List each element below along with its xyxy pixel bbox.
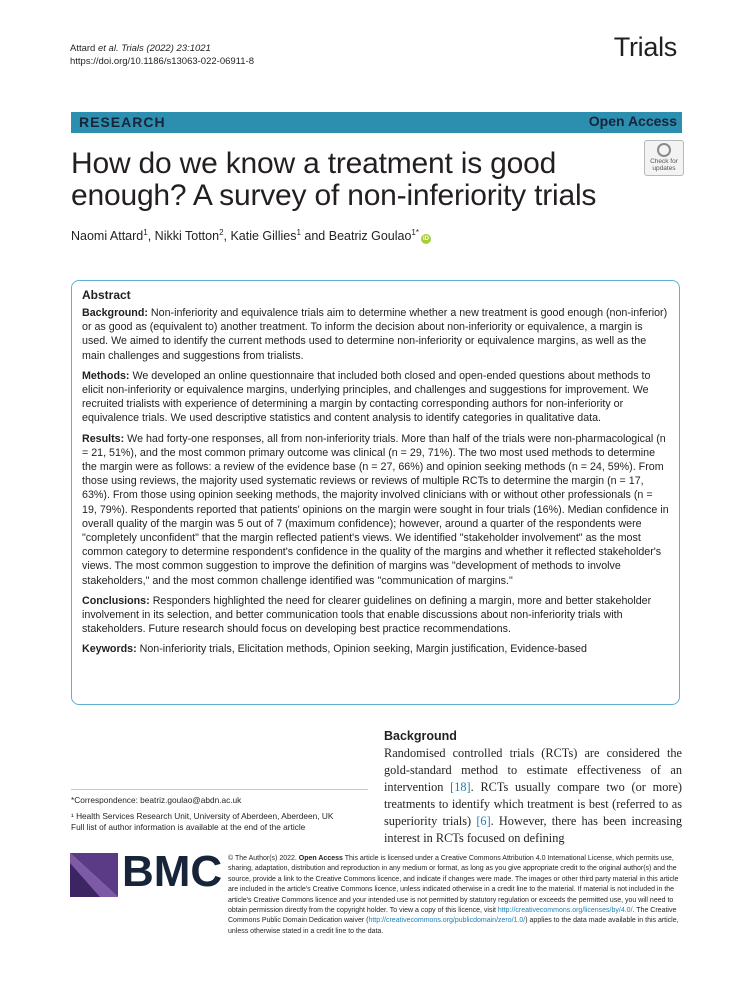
license-body: ) applies to the data made available in this article, unless otherwise stated in a credit line to the data. — [228, 917, 679, 935]
reference-link[interactable]: [6] — [476, 814, 491, 828]
citation-etal: et al. Trials — [98, 43, 144, 54]
paragraph-text: Randomised controlled trials (RCTs) are considered the gold-standard method to estimate effectiveness of an intervention — [384, 746, 682, 794]
affiliation-line: ¹ Health Services Research Unit, University of Aberdeen, Aberdeen, UK — [71, 811, 334, 821]
author-affiliation: 1* — [411, 228, 419, 237]
background-text: Non-inferiority and equivalence trials aim to determine whether a new treatment is good enough (non-inferior) or as good as (equivalent to) another treatment. To inform the decision about non-inferiority or equivalence, a margin is used. We aimed to identify the current methods used to determine non-inferiority or equivalence margins, as well as the main challenges and suggestions from trialists. — [82, 307, 668, 362]
paragraph-text: . RCTs usually compare two (or more) treatments to identify which treatment is best (referred to as superiority trials) — [384, 780, 682, 828]
license-body: This article is licensed under a Creative Commons Attribution 4.0 International License, which permits use, sharing, adaptation, distribution and reproduction in any medium or format, as long as you give appropriate credit to the original author(s) and the source, provide a link to the Creative Commons licence, and indicate if changes were made. The images or other third party material in this article are included in the article's Creative Commons licence, unless indicated otherwise in a credit line to the material. If material is not included in the article's Creative Commons licence and your intended use is not permitted by statutory regulation or exceeds the permitted use, you will need to obtain permission directly from the copyright holder. To view a copy of this licence, visit — [228, 855, 679, 915]
check-for-updates-badge[interactable] — [644, 140, 684, 176]
conclusions-text: Responders highlighted the need for clearer guidelines on defining a margin, more and better stakeholder involvement in its selection, and better communication tools that enable discussions about non-inferiority trials with stakeholders. Future research should focus on developing best practice recommendations. — [82, 594, 652, 636]
check-updates-line2: updates — [652, 165, 676, 172]
license-copyright: © The Author(s) 2022. — [228, 855, 299, 862]
results-label: Results: — [82, 432, 125, 445]
license-link[interactable]: http://creativecommons.org/publicdomain/zero/1.0/ — [368, 917, 526, 925]
doi-link[interactable]: https://doi.org/10.1186/s13063-022-06911-8 — [70, 56, 254, 67]
footnote-divider — [71, 789, 368, 790]
correspondence-note: *Correspondence: beatriz.goulao@abdn.ac.uk — [71, 795, 242, 805]
abstract-methods — [82, 369, 669, 426]
author-name: Nikki Totton — [154, 229, 220, 244]
section-band — [71, 112, 682, 133]
section-label: RESEARCH — [79, 114, 166, 130]
body-column-right — [384, 729, 682, 847]
abstract-conclusions — [82, 594, 669, 637]
methods-label: Methods: — [82, 369, 130, 382]
background-label: Background: — [82, 307, 148, 319]
abstract-keywords — [82, 642, 669, 656]
author-affiliation: 1 — [296, 228, 301, 237]
author-list — [71, 228, 431, 244]
article-title: How do we know a treatment is good enough? A survey of non-inferiority trials — [71, 147, 597, 212]
paragraph-text: . However, there has been increasing interest in RCTs focused on defining — [384, 814, 683, 845]
abstract-background — [82, 306, 669, 363]
author-name: Naomi Attard — [71, 229, 144, 244]
license-text — [228, 854, 683, 937]
author-separator: , — [223, 229, 231, 244]
background-paragraph — [384, 745, 682, 847]
license-body: . The Creative Commons Public Domain Dedication waiver ( — [228, 907, 677, 925]
conclusions-label: Conclusions: — [82, 594, 150, 607]
author-affiliation: 2 — [219, 228, 224, 237]
citation-year-volume: (2022) 23:1021 — [143, 43, 211, 54]
abstract-results — [82, 432, 669, 588]
keywords-label: Keywords: — [82, 643, 137, 656]
affiliation-note — [71, 811, 333, 833]
citation-authors: Attard — [70, 43, 98, 54]
open-access-label: Open Access — [588, 113, 677, 129]
abstract-box — [71, 280, 680, 705]
background-heading: Background — [384, 729, 457, 743]
bmc-logo-icon — [70, 853, 118, 897]
methods-text: We developed an online questionnaire that included both closed and open-ended questions about methods to elicit non-inferiority or equivalence margins, underlying principles, and challenges and suggestions for improvement. We recruited trialists with experience of determining a margin by contacting corresponding authors for non-inferiority or equivalence trials. We used descriptive statistics and content analysis to identify categories in qualitative data. — [82, 369, 651, 425]
abstract-heading: Abstract — [82, 288, 131, 302]
check-updates-icon — [657, 143, 671, 157]
reference-link[interactable]: [18] — [450, 780, 471, 794]
check-updates-line1: Check for — [650, 158, 678, 165]
license-link[interactable]: http://creativecommons.org/licenses/by/4.0/ — [497, 907, 633, 915]
keywords-text: Non-inferiority trials, Elicitation methods, Opinion seeking, Margin justification, Evidence-based — [139, 643, 587, 656]
affiliation-line: Full list of author information is available at the end of the article — [71, 822, 306, 832]
author-affiliation: 1 — [143, 228, 148, 237]
citation-header — [70, 42, 254, 68]
author-separator: , — [147, 229, 155, 244]
citation-line — [70, 42, 254, 55]
bmc-logo-text: BMC — [122, 847, 223, 896]
author-name: Katie Gillies — [230, 229, 297, 244]
author-name: Beatriz Goulao — [328, 229, 412, 244]
license-open-access: Open Access — [298, 855, 343, 862]
author-separator: and — [300, 229, 329, 244]
journal-name: Trials — [613, 32, 677, 62]
orcid-icon[interactable]: iD — [422, 236, 429, 243]
results-text: We had forty-one responses, all from non-inferiority trials. More than half of the trials were non-pharmacological (n = 21, 51%), and the most common primary outcome was clinical (n = 29, 71%). The two most used methods to determine the margin were as follows: a review of the evidence base (n = 27, 66%) and opinion seeking methods (n = 24, 59%). From those using reviews, the majority used systematic reviews or reviews of multiple RCTs to determine the margin (n = 17, 63%). From those using opinion seeking methods, the majority involved clinicians with or without other professionals (n = 19, 79%). Respondents reported that patients' opinions on the margin were sought in four trials (16%). Median confidence in overall quality of the margin was 5 out of 7 (maximum confidence); however, around a quarter of the respondents were "completely unconfident" that the margin reflected patient's views. We identified "stakeholder involvement" as the most common category to determine respondent's confidence in the quality of the margins and whether it reflected stakeholder's views. The most common suggestion to improve the definition of margins was "development of methods to involve stakeholders," and the most common challenge identified was "communication of margins." — [82, 432, 669, 587]
